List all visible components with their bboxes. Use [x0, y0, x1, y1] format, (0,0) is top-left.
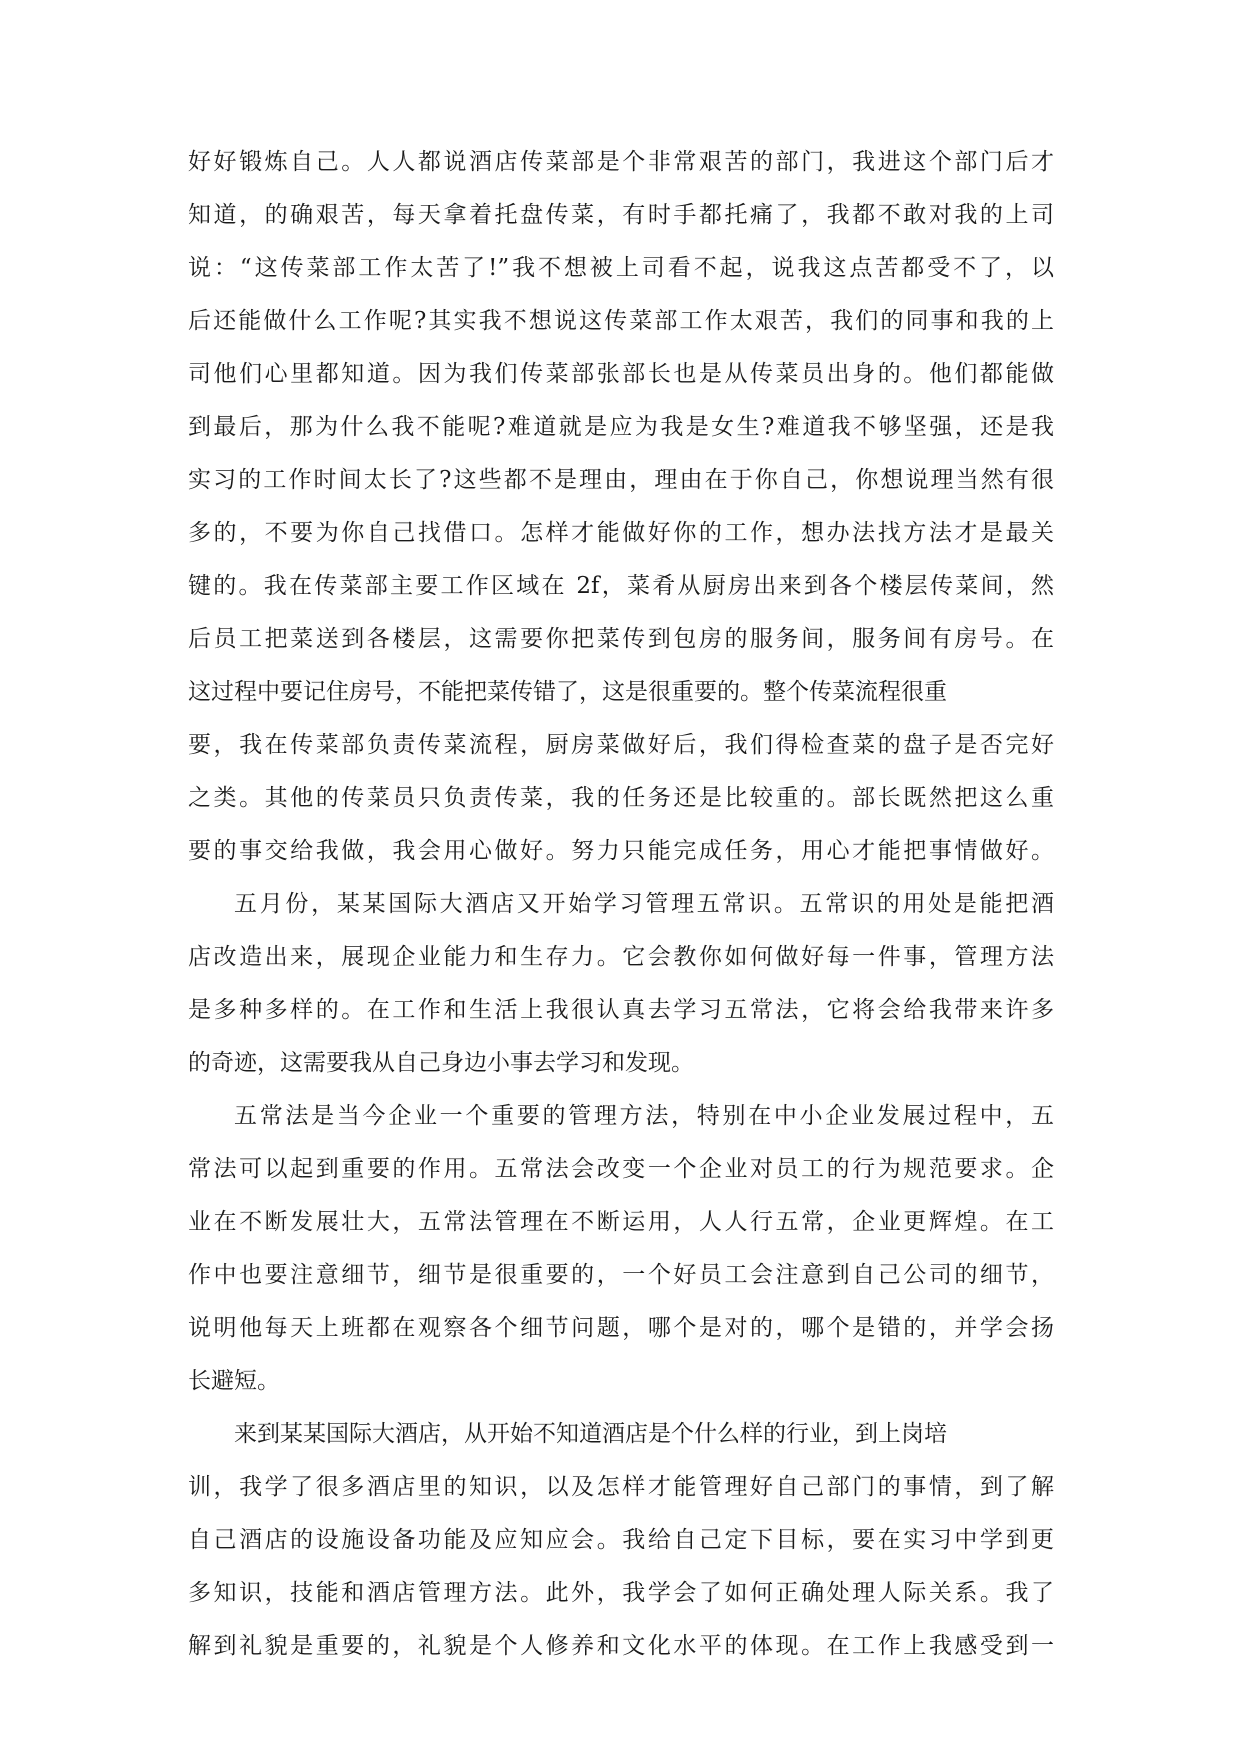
text-line: 说明他每天上班都在观察各个细节问题，哪个是对的，哪个是错的，并学会扬	[188, 1315, 1054, 1341]
text-line: 自己酒店的设施设备功能及应知应会。我给自己定下目标，要在实习中学到更	[188, 1527, 1054, 1553]
text-line: 多的，不要为你自己找借口。怎样才能做好你的工作，想办法找方法才是最关	[188, 520, 1054, 546]
paragraph-first-line: 来到某某国际大酒店，从开始不知道酒店是个什么样的行业，到上岗培	[234, 1421, 947, 1447]
text-line: 知道，的确艰苦，每天拿着托盘传菜，有时手都托痛了，我都不敢对我的上司	[188, 202, 1054, 228]
text-line: 后员工把菜送到各楼层，这需要你把菜传到包房的服务间，服务间有房号。在	[188, 626, 1054, 652]
text-line: 要，我在传菜部负责传菜流程，厨房菜做好后，我们得检查菜的盘子是否完好	[188, 732, 1054, 758]
document-body	[188, 136, 1054, 1673]
text-line: 后还能做什么工作呢?其实我不想说这传菜部工作太艰苦，我们的同事和我的上	[188, 308, 1054, 334]
text-line: 业在不断发展壮大，五常法管理在不断运用，人人行五常，企业更辉煌。在工	[188, 1209, 1054, 1235]
text-line: 实习的工作时间太长了?这些都不是理由，理由在于你自己，你想说理当然有很	[188, 467, 1054, 493]
text-line: 好好锻炼自己。人人都说酒店传菜部是个非常艰苦的部门，我进这个部门后才	[188, 149, 1054, 175]
text-line: 说：“这传菜部工作太苦了!”我不想被上司看不起，说我这点苦都受不了，以	[188, 255, 1054, 281]
text-line: 店改造出来，展现企业能力和生存力。它会教你如何做好每一件事，管理方法	[188, 944, 1054, 970]
text-line: 司他们心里都知道。因为我们传菜部张部长也是从传菜员出身的。他们都能做	[188, 361, 1054, 387]
text-line: 是多种多样的。在工作和生活上我很认真去学习五常法，它将会给我带来许多	[188, 997, 1054, 1023]
text-line: 长避短。	[188, 1368, 280, 1394]
text-line: 解到礼貌是重要的，礼貌是个人修养和文化水平的体现。在工作上我感受到一	[188, 1633, 1054, 1659]
text-line: 这过程中要记住房号，不能把菜传错了，这是很重要的。整个传菜流程很重	[188, 679, 947, 705]
text-line: 键的。我在传菜部主要工作区域在 2f，菜肴从厨房出来到各个楼层传菜间，然	[188, 573, 1054, 599]
paragraph-first-line: 五常法是当今企业一个重要的管理方法，特别在中小企业发展过程中，五	[234, 1103, 1054, 1129]
paragraph-first-line: 五月份，某某国际大酒店又开始学习管理五常识。五常识的用处是能把酒	[234, 891, 1054, 917]
text-line: 常法可以起到重要的作用。五常法会改变一个企业对员工的行为规范要求。企	[188, 1156, 1054, 1182]
text-line: 作中也要注意细节，细节是很重要的，一个好员工会注意到自己公司的细节，	[188, 1262, 1054, 1288]
text-line: 训，我学了很多酒店里的知识，以及怎样才能管理好自己部门的事情，到了解	[188, 1474, 1054, 1500]
text-line: 之类。其他的传菜员只负责传菜，我的任务还是比较重的。部长既然把这么重	[188, 785, 1054, 811]
text-line: 多知识，技能和酒店管理方法。此外，我学会了如何正确处理人际关系。我了	[188, 1580, 1054, 1606]
text-line: 的奇迹，这需要我从自己身边小事去学习和发现。	[188, 1050, 694, 1076]
text-line: 到最后，那为什么我不能呢?难道就是应为我是女生?难道我不够坚强，还是我	[188, 414, 1054, 440]
text-line: 要的事交给我做，我会用心做好。努力只能完成任务，用心才能把事情做好。	[188, 838, 1054, 864]
